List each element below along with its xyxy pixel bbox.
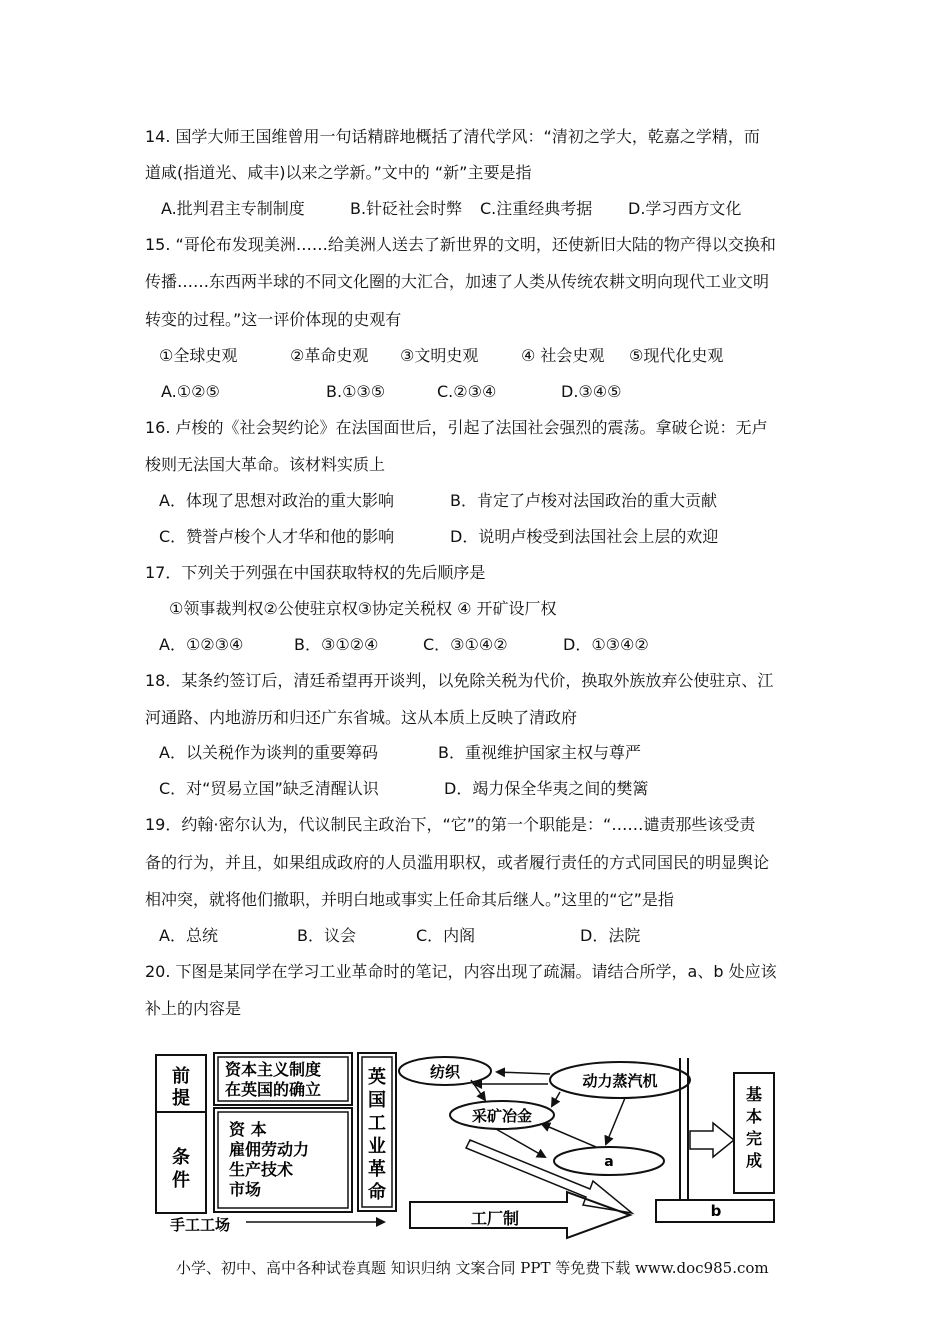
q16-option-c: C．赞誉卢梭个人才华和他的影响 [159, 527, 395, 546]
factory-system-arrow [410, 1192, 630, 1238]
q14-line1: 14. 国学大师王国维曾用一句话精辟地概括了清代学风：“清初之学大，乾嘉之学精，而 [145, 127, 760, 146]
q15-line2: 传播……东西两半球的不同文化圈的大汇合，加速了人类从传统农耕文明向现代工业文明 [145, 272, 770, 291]
q14-option-c: C.注重经典考据 [480, 199, 593, 218]
q17-items: ①领事裁判权②公使驻京权③协定关税权 ④ 开矿设厂权 [169, 599, 557, 618]
premise-char-1: 前 [172, 1066, 190, 1087]
q15-item-2: ②革命史观 [290, 346, 369, 365]
q16-option-b: B．肯定了卢梭对法国政治的重大贡献 [450, 491, 717, 510]
q15-option-d: D.③④⑤ [561, 382, 622, 401]
premise-char-2: 提 [172, 1088, 190, 1109]
q19-line3: 相冲突，就将他们撤职，并明白地或事实上任命其后继人。”这里的“它”是指 [145, 890, 674, 909]
factor-market: 市场 [229, 1180, 262, 1199]
q15-item-4: ④ 社会史观 [521, 346, 605, 365]
q15-option-c: C.②③④ [437, 382, 497, 401]
q16-line1: 16. 卢梭的《社会契约论》在法国面世后，引起了法国社会强烈的震荡。拿破仑说：无卢 [145, 418, 768, 437]
done-char-3: 完 [745, 1129, 763, 1148]
q19-option-a: A．总统 [159, 926, 218, 945]
q15-option-a: A.①②⑤ [161, 382, 220, 401]
q15-line3: 转变的过程。”这一评价体现的史观有 [145, 310, 402, 329]
q15-item-1: ①全球史观 [159, 346, 238, 365]
q16-option-d: D．说明卢梭受到法国社会上层的欢迎 [450, 527, 719, 546]
factors-box [214, 1108, 352, 1212]
q19-line1: 19．约翰·密尔认为，代议制民主政治下，“它”的第一个职能是：“……谴责那些该受责 [145, 815, 756, 834]
blank-a-node [554, 1147, 664, 1175]
factor-capital: 资 本 [229, 1120, 267, 1139]
done-char-2: 本 [745, 1107, 763, 1126]
premise-condition-box [156, 1055, 206, 1213]
q18-line1: 18．某条约签订后，清廷希望再开谈判，以免除关税为代价，换取外族放弃公使驻京、江 [145, 671, 774, 690]
q15-item-3: ③文明史观 [400, 346, 479, 365]
q17-option-d: D．①③④② [563, 635, 649, 654]
basically-completed-box [734, 1073, 774, 1193]
q15-line1: 15. “哥伦布发现美洲……给美洲人送去了新世界的文明，还使新旧大陆的物产得以交换和 [145, 235, 776, 254]
q18-option-b: B．重视维护国家主权与尊严 [438, 743, 641, 762]
page-footer: 小学、初中、高中各种试卷真题 知识归纳 文案合同 PPT 等免费下载 www.doc985.com [176, 1259, 769, 1277]
factor-technology: 生产技术 [229, 1160, 294, 1179]
q14-option-a: A.批判君主专制制度 [161, 199, 305, 218]
q18-option-a: A．以关税作为谈判的重要筹码 [159, 743, 378, 762]
q19-option-b: B．议会 [297, 926, 356, 945]
completion-arrow [690, 1123, 734, 1157]
steam-engine-label: 动力蒸汽机 [582, 1072, 658, 1090]
done-char-4: 成 [745, 1151, 763, 1170]
q18-option-d: D．竭力保全华夷之间的樊篱 [444, 779, 649, 798]
q16-line2: 梭则无法国大革命。该材料实质上 [145, 455, 386, 474]
q15-option-b: B.①③⑤ [326, 382, 386, 401]
q17-option-c: C．③①④② [423, 635, 508, 654]
q17-line1: 17．下列关于列强在中国获取特权的先后顺序是 [145, 563, 486, 582]
q19-line2: 备的行为，并且，如果组成政府的人员滥用职权，或者履行责任的方式同国民的明显舆论 [145, 853, 770, 872]
system-line1: 资本主义制度 [225, 1060, 322, 1079]
done-char-1: 基 [745, 1085, 763, 1104]
q16-option-a: A．体现了思想对政治的重大影响 [159, 491, 394, 510]
handicraft-label: 手工工场 [170, 1216, 231, 1234]
revolution-char-5: 革 [368, 1159, 386, 1180]
mining-node [450, 1101, 554, 1129]
q14-option-b: B.针砭社会时弊 [350, 199, 463, 218]
blank-b-label: b [710, 1202, 722, 1220]
blank-b-box [656, 1200, 774, 1222]
system-line2: 在英国的确立 [225, 1080, 322, 1099]
blank-a-label: a [604, 1154, 614, 1170]
q17-option-a: A．①②③④ [159, 635, 244, 654]
q15-item-5: ⑤现代化史观 [629, 346, 724, 365]
q19-option-d: D．法院 [580, 926, 641, 945]
factor-labor: 雇佣劳动力 [229, 1140, 310, 1159]
factory-system-label: 工厂制 [470, 1209, 520, 1228]
mining-label: 采矿冶金 [471, 1107, 533, 1125]
industrial-revolution-box [358, 1053, 396, 1211]
condition-char-2: 件 [172, 1170, 190, 1191]
q20-line1: 20. 下图是某同学在学习工业革命时的笔记，内容出现了疏漏。请结合所学，a、b 处应该 [145, 962, 777, 981]
revolution-char-1: 英 [368, 1067, 386, 1088]
capitalist-system-box [214, 1053, 352, 1105]
q14-line2: 道咸(指道光、咸丰)以来之学新。”文中的 “新”主要是指 [145, 163, 532, 182]
revolution-char-2: 国 [368, 1090, 386, 1111]
textile-label: 纺织 [429, 1063, 461, 1081]
q17-option-b: B．③①②④ [294, 635, 379, 654]
revolution-char-4: 业 [368, 1136, 386, 1157]
condition-char-1: 条 [172, 1147, 190, 1168]
revolution-char-6: 命 [368, 1182, 386, 1203]
revolution-char-3: 工 [368, 1113, 386, 1134]
textile-node [399, 1057, 491, 1085]
q18-line2: 河通路、内地游历和归还广东省城。这从本质上反映了清政府 [145, 708, 578, 727]
q20-line2: 补上的内容是 [145, 999, 242, 1018]
q18-option-c: C．对“贸易立国”缺乏清醒认识 [159, 779, 379, 798]
q14-option-d: D.学习西方文化 [628, 199, 742, 218]
steam-engine-node [550, 1062, 690, 1098]
q19-option-c: C．内阁 [416, 926, 476, 945]
